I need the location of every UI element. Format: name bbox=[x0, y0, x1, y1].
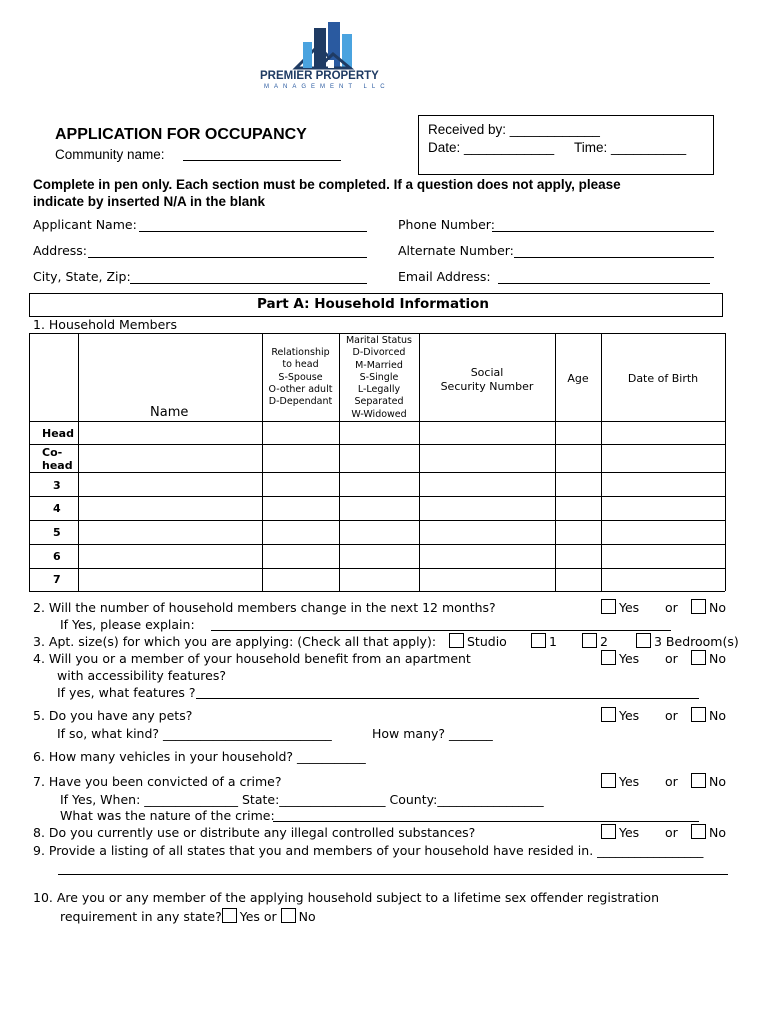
q6[interactable]: 6. How many vehicles in your household? ___________ bbox=[33, 749, 366, 764]
applicant-name-label: Applicant Name: bbox=[33, 217, 137, 232]
instructions-line1: Complete in pen only. Each section must be completed. If a question does not apply, please bbox=[33, 177, 621, 192]
checkbox[interactable] bbox=[582, 633, 597, 648]
checkbox[interactable] bbox=[636, 633, 651, 648]
q2-explain-field[interactable] bbox=[211, 630, 671, 631]
household-label: 1. Household Members bbox=[33, 317, 177, 332]
q5-count[interactable]: How many? _______ bbox=[372, 726, 493, 741]
company-logo bbox=[258, 20, 400, 100]
checkbox[interactable] bbox=[601, 599, 616, 614]
checkbox[interactable] bbox=[691, 599, 706, 614]
q7-or: or bbox=[665, 774, 678, 789]
checkbox[interactable] bbox=[691, 707, 706, 722]
q7-nature: What was the nature of the crime: bbox=[60, 808, 275, 823]
part-a-title: Part A: Household Information bbox=[256, 296, 490, 312]
q4: 4. Will you or a member of your household benefit from an apartment bbox=[33, 651, 471, 666]
q3-1[interactable]: 1 bbox=[531, 633, 557, 649]
city-field[interactable] bbox=[130, 283, 367, 284]
q7-when[interactable]: If Yes, When: _______________ State:_________________ County:_________________ bbox=[60, 792, 544, 807]
address-label: Address: bbox=[33, 243, 87, 258]
q8-or: or bbox=[665, 825, 678, 840]
q2-explain: If Yes, please explain: bbox=[60, 617, 195, 632]
row-label-cohead-2: head bbox=[42, 459, 73, 472]
alternate-label: Alternate Number: bbox=[398, 243, 514, 258]
time-field[interactable]: Time: __________ bbox=[574, 140, 687, 155]
q4-b: with accessibility features? bbox=[57, 668, 226, 683]
q4-no[interactable]: No bbox=[691, 650, 726, 666]
logo-line2: MANAGEMENT LLC bbox=[264, 84, 390, 90]
col-name-header: Name bbox=[150, 405, 189, 420]
q10: 10. Are you or any member of the applying household subject to a lifetime sex offender registration bbox=[33, 890, 659, 905]
phone-field[interactable] bbox=[492, 231, 714, 232]
alternate-field[interactable] bbox=[514, 257, 714, 258]
checkbox[interactable] bbox=[601, 707, 616, 722]
q2-yes[interactable]: Yes bbox=[601, 599, 639, 615]
q5-or: or bbox=[665, 708, 678, 723]
received-by[interactable]: Received by: ____________ bbox=[428, 122, 600, 137]
col-marital-header: Marital Status D-Divorced M-Married S-Single L-Legally Separated W-Widowed bbox=[345, 335, 413, 420]
q5: 5. Do you have any pets? bbox=[33, 708, 193, 723]
q5-kind[interactable]: If so, what kind? ___________________________ bbox=[57, 726, 332, 741]
q4-features-field[interactable] bbox=[196, 698, 699, 699]
email-field[interactable] bbox=[498, 283, 710, 284]
email-label: Email Address: bbox=[398, 269, 491, 284]
q7-no[interactable]: No bbox=[691, 773, 726, 789]
q7: 7. Have you been convicted of a crime? bbox=[33, 774, 282, 789]
row-label-4: 4 bbox=[53, 502, 61, 515]
q3-2[interactable]: 2 bbox=[582, 633, 608, 649]
community-label: Community name: bbox=[55, 147, 165, 162]
instructions-line2: indicate by inserted N/A in the blank bbox=[33, 194, 266, 209]
q4-or: or bbox=[665, 651, 678, 666]
row-label-head: Head bbox=[42, 427, 74, 440]
q8-no[interactable]: No bbox=[691, 824, 726, 840]
row-label-5: 5 bbox=[53, 526, 61, 539]
q3-studio[interactable]: Studio bbox=[449, 633, 507, 649]
q8: 8. Do you currently use or distribute any illegal controlled substances? bbox=[33, 825, 476, 840]
checkbox[interactable] bbox=[601, 773, 616, 788]
checkbox[interactable] bbox=[449, 633, 464, 648]
q2-or: or bbox=[665, 600, 678, 615]
q8-yes[interactable]: Yes bbox=[601, 824, 639, 840]
q9-field[interactable] bbox=[58, 874, 728, 875]
q4-yes[interactable]: Yes bbox=[601, 650, 639, 666]
col-dob-header: Date of Birth bbox=[627, 372, 699, 385]
page-title: APPLICATION FOR OCCUPANCY bbox=[55, 126, 307, 143]
q4-c: If yes, what features ? bbox=[57, 685, 196, 700]
checkbox[interactable] bbox=[601, 824, 616, 839]
q9[interactable]: 9. Provide a listing of all states that you and members of your household have resided in. _________________ bbox=[33, 843, 704, 858]
checkbox[interactable] bbox=[691, 650, 706, 665]
buildings-icon bbox=[258, 20, 400, 72]
q7-yes[interactable]: Yes bbox=[601, 773, 639, 789]
checkbox[interactable] bbox=[531, 633, 546, 648]
logo-line1: PREMIER PROPERTY bbox=[260, 70, 379, 82]
q10-b: requirement in any state? Yes or No bbox=[60, 909, 316, 924]
community-field[interactable] bbox=[183, 160, 341, 161]
checkbox[interactable] bbox=[601, 650, 616, 665]
date-field[interactable]: Date: ____________ bbox=[428, 140, 555, 155]
checkbox[interactable] bbox=[691, 773, 706, 788]
applicant-name-field[interactable] bbox=[139, 231, 367, 232]
q10-yes-checkbox[interactable] bbox=[222, 908, 237, 923]
address-field[interactable] bbox=[88, 257, 367, 258]
phone-label: Phone Number: bbox=[398, 217, 495, 232]
row-label-cohead-1: Co- bbox=[42, 446, 63, 459]
q2: 2. Will the number of household members change in the next 12 months? bbox=[33, 600, 496, 615]
col-age-header: Age bbox=[567, 372, 589, 385]
col-ssn-header: Social Security Number bbox=[440, 366, 534, 393]
row-label-7: 7 bbox=[53, 573, 61, 586]
q3: 3. Apt. size(s) for which you are applying: (Check all that apply): bbox=[33, 634, 437, 649]
q7-nature-field[interactable] bbox=[273, 821, 699, 822]
row-label-6: 6 bbox=[53, 550, 61, 563]
q3-3[interactable]: 3 Bedroom(s) bbox=[636, 633, 739, 649]
col-relationship-header: Relationship to head S-Spouse O-other adult D-Dependant bbox=[268, 347, 333, 408]
q5-no[interactable]: No bbox=[691, 707, 726, 723]
q2-no[interactable]: No bbox=[691, 599, 726, 615]
city-label: City, State, Zip: bbox=[33, 269, 131, 284]
checkbox[interactable] bbox=[691, 824, 706, 839]
q10-no-checkbox[interactable] bbox=[281, 908, 296, 923]
q5-yes[interactable]: Yes bbox=[601, 707, 639, 723]
row-label-3: 3 bbox=[53, 479, 61, 492]
